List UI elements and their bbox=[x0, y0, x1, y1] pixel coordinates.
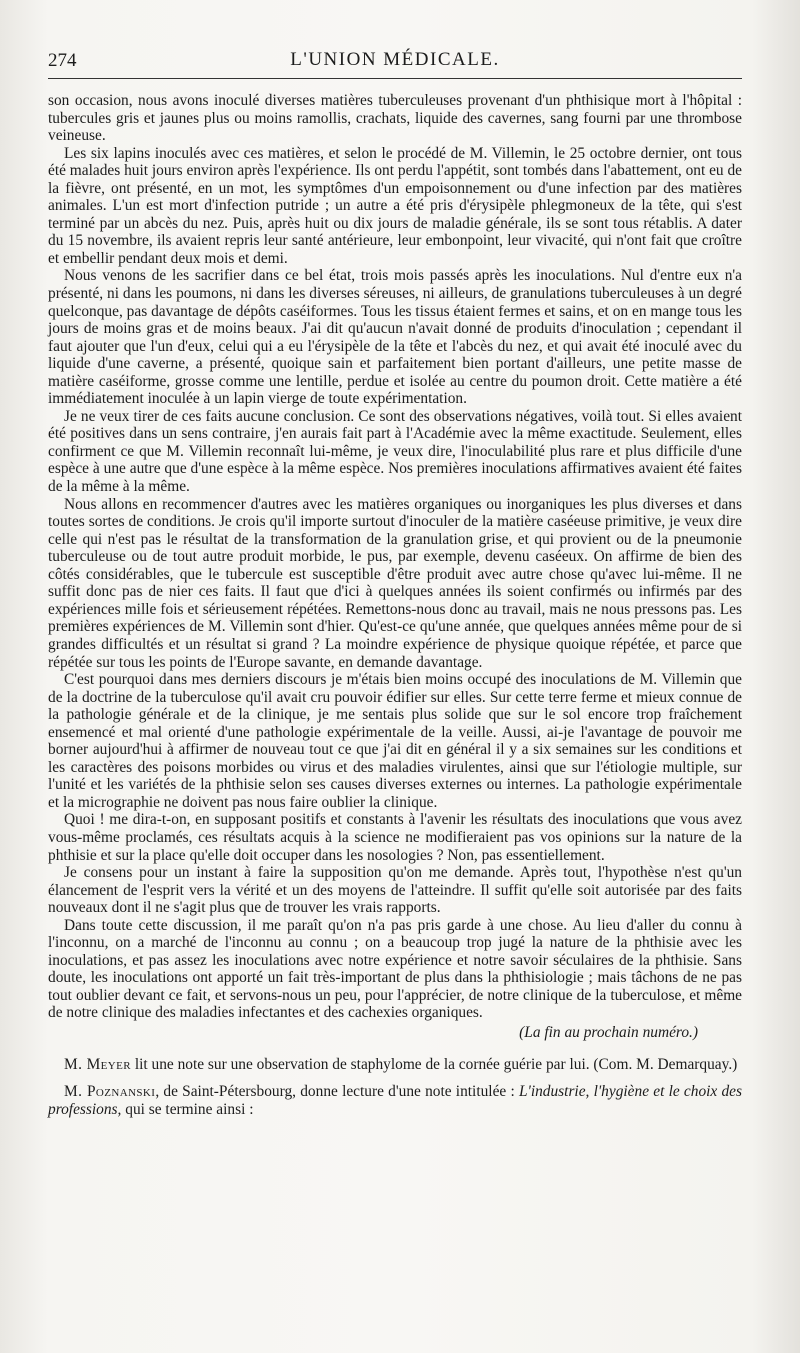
announcement-poznanski bbox=[48, 1083, 742, 1118]
announcement-meyer bbox=[48, 1056, 742, 1074]
paragraph-3: Nous venons de les sacrifier dans ce bel état, trois mois passés après les inoculations. Nul d'entre eux n'a présenté, ni dans les poumons, ni dans les diverses séreuses, ni ailleurs, de granulations tuberculeuses à un degré quelconque, pas davantage de dépôts caséiformes. Tous les tissus étaient fermes et sains, et on en mange tous les jours de moins gras et de moins beaux. J'ai dit qu'aucun n'avait donné de produits d'inoculation ; cependant il faut ajouter que l'un d'eux, celui qui a eu l'érysipèle de la tête et l'abcès du nez, et qui avait été inoculé avec du liquide d'une caverne, a présenté, quoique sain et parfaitement bien portant d'ailleurs, une petite masse de matière caséiforme, grosse comme une lentille, perdue et isolée au centre du poumon droit. Cette matière a été immédiatement inoculée à un lapin vierge de toute expérimentation. bbox=[48, 267, 742, 408]
speaker-name: M. Poznanski bbox=[64, 1083, 156, 1101]
announcement-text: lit une note sur une observation de staphylome de la cornée guérie par lui. (Com. M. Demarquay.) bbox=[130, 1055, 738, 1073]
paragraph-4: Je ne veux tirer de ces faits aucune conclusion. Ce sont des observations négatives, voilà tout. Si elles avaient été positives dans un sens contraire, j'en aurais fait part à l'Académie avec la même exactitude. Seulement, elles confirment ce que M. Villemin reconnaît lui-même, je veux dire, l'inoculabilité plus rare et plus difficile d'une espèce à une autre que d'une espèce à la même espèce. Nos premières inoculations affirmatives avaient été faites de la même à la même. bbox=[48, 407, 742, 496]
header-rule bbox=[48, 78, 742, 79]
running-title: L'UNION MÉDICALE. bbox=[290, 49, 500, 70]
paragraph-5: Nous allons en recommencer d'autres avec les matières organiques ou inorganiques les plus diverses et dans toutes sortes de conditions. Je crois qu'il importe surtout d'inoculer de la matière caséeuse primitive, je veux dire celle qui n'est pas le résultat de la transformation de la granulation grise, et qui provient ou de la pneumonie tuberculeuse ou de tout autre produit morbide, le pus, par exemple, devenu caséeux. On affirme de bien des côtés considérables, que le tubercule est susceptible d'être produit avec autre chose qu'avec lui-même. Il ne suffit donc pas de nier ces faits. Il faut que d'ici à quelques années ils soient confirmés ou infirmés par des expériences mille fois et sérieusement répétées. Remettons-nous donc au travail, mais ne nous pressons pas. Les premières expériences de M. Villemin sont d'hier. Qu'est-ce qu'une année, que quelques années même pour de si grandes difficultés et un résultat si grand ? La moindre expérience de physique quoique répétée, et parce que répétée sur tous les points de l'Europe savante, en demande davantage. bbox=[48, 495, 742, 671]
lecture-title: L'industrie, l'hygiène et le choix des professions, bbox=[48, 1083, 742, 1118]
paragraph-2: Les six lapins inoculés avec ces matières, et selon le procédé de M. Villemin, le 25 octobre dernier, ont tous été malades huit jours environ après l'expérience. Ils ont perdu l'appétit, sont tombés dans l'abattement, ont eu de la fièvre, ont présenté, en un mot, les symptômes d'un empoisonnement ou d'une infection par des matières animales. L'un est mort d'infection putride ; un autre a été pris d'érysipèle phlegmoneux de la tête, qui s'est terminé par un abcès du nez. Puis, après huit ou dix jours de maladie générale, ils se sont tous rétablis. A dater du 15 novembre, ils avaient repris leur santé antérieure, leur embonpoint, leur vivacité, qui n'ont fait que croître et embellir pendant deux mois et demi. bbox=[48, 144, 742, 267]
page-number: 274 bbox=[48, 50, 77, 71]
page-header bbox=[48, 44, 742, 74]
paragraph-7: Quoi ! me dira-t-on, en supposant positifs et constants à l'avenir les résultats des inoculations que vous avez vous-même proclamés, ces résultats acquis à la science ne modifieraient pas vos opinions sur la nature de la phthisie et sur la place qu'elle doit occuper dans les nosologies ? Non, pas essentiellement. bbox=[48, 811, 742, 864]
paragraph-6: C'est pourquoi dans mes derniers discours je m'étais bien moins occupé des inoculations de M. Villemin que de la doctrine de la tuberculose qu'il avait cru pouvoir édifier sur elles. Sur cette terre ferme et mieux connue de la pathologie générale et de la clinique, je me sentais plus solide que sur le sol encore trop fraîchement ensemencé et mal orienté d'une pathologie expérimentale de la veille. Aussi, ai-je l'avantage de pouvoir me borner aujourd'hui à affirmer de nouveau tout ce que j'ai dit en général il y a six semaines sur les conditions et les caractères des poisons morbides ou virus et des maladies virulentes, ainsi que sur l'étiologie multiple, sur l'unité et les variétés de la phthisie selon ses causes diverses externes ou internes. La pathologie expérimentale et la micrographie ne doivent pas nous faire oublier la clinique. bbox=[48, 671, 742, 811]
continuation-note: (La fin au prochain numéro.) bbox=[519, 1023, 698, 1041]
body-text bbox=[48, 92, 742, 1118]
announcement-text: , de Saint-Pétersbourg, donne lecture d'une note intitulée : bbox=[155, 1083, 519, 1101]
announcement-tail: qui se termine ainsi : bbox=[121, 1100, 254, 1118]
paragraph-9: Dans toute cette discussion, il me paraît qu'on n'a pas pris garde à une chose. Au lieu d'aller du connu à l'inconnu, on a marché de l'inconnu au connu ; on a beaucoup trop jugé la nature de la phthisie avec les inoculations, et pas assez les inoculations avec notre expérience et notre savoir séculaires de la phthisie. Sans doute, les inoculations ont apporté un fait très-important de plus dans la phthisiologie ; mais tâchons de ne pas tout oublier devant ce fait, et servons-nous un peu, pour l'apprécier, de notre clinique de la tuberculose, et même de notre clinique des maladies infectantes et des cachexies organiques. bbox=[48, 916, 742, 1022]
speaker-name: M. Meyer bbox=[64, 1055, 131, 1073]
paragraph-8: Je consens pour un instant à faire la supposition qu'on me demande. Après tout, l'hypothèse n'est qu'un élancement de l'esprit vers la vérité et un des moyens de l'atteindre. Il suffit qu'elle soit autorisée par des faits nouveaux dont il ne s'agit plus que de trouver les vrais rapports. bbox=[48, 864, 742, 917]
paragraph-1: son occasion, nous avons inoculé diverses matières tuberculeuses provenant d'un phthisique mort à l'hôpital : tubercules gris et jaunes plus ou moins ramollis, crachats, liquide des cavernes, sang fourni par une thrombose veineuse. bbox=[48, 92, 742, 145]
